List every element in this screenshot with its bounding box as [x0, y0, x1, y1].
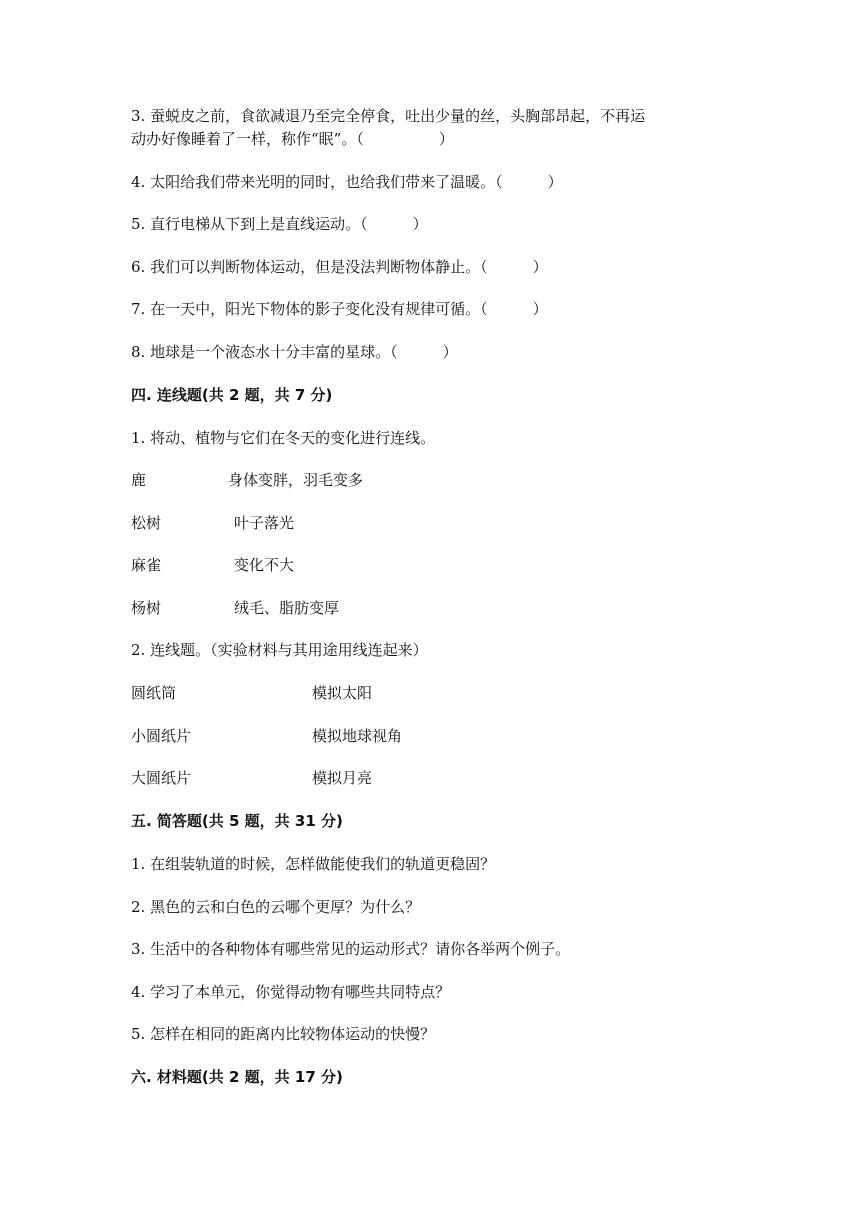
match-right-earth-view: 模拟地球视角	[312, 727, 403, 745]
match-left-paper-tube: 圆纸筒	[131, 684, 177, 702]
match-right-sun: 模拟太阳	[312, 684, 373, 702]
section-6-heading: 六. 材料题(共 2 题，共 17 分)	[131, 1068, 343, 1086]
match-left-deer: 鹿	[131, 471, 147, 489]
match-left-small-disc: 小圆纸片	[131, 727, 192, 745]
match-right-body-fatter: 身体变胖，羽毛变多	[228, 471, 364, 489]
match-left-poplar: 杨树	[131, 599, 162, 617]
question-7: 7. 在一天中，阳光下物体的影子变化没有规律可循。（ ）	[131, 300, 548, 318]
short-answer-3: 3. 生活中的各种物体有哪些常见的运动形式？请你各举两个例子。	[131, 940, 571, 958]
question-5: 5. 直行电梯从下到上是直线运动。（ ）	[131, 215, 428, 233]
match-right-little-change: 变化不大	[234, 556, 295, 574]
short-answer-5: 5. 怎样在相同的距离内比较物体运动的快慢？	[131, 1025, 436, 1043]
match-left-pine: 松树	[131, 514, 162, 532]
matching-question-1: 1. 将动、植物与它们在冬天的变化进行连线。	[131, 429, 436, 447]
short-answer-4: 4. 学习了本单元，你觉得动物有哪些共同特点？	[131, 983, 451, 1001]
match-left-large-disc: 大圆纸片	[131, 769, 192, 787]
match-right-moon: 模拟月亮	[312, 769, 373, 787]
question-4: 4. 太阳给我们带来光明的同时，也给我们带来了温暖。（ ）	[131, 173, 563, 191]
matching-question-2: 2. 连线题。（实验材料与其用途用线连起来）	[131, 641, 428, 659]
question-3-line-2: 动办好像睡着了一样，称作“眠”。（ ）	[131, 130, 454, 148]
match-left-sparrow: 麻雀	[131, 556, 162, 574]
section-4-heading: 四. 连线题(共 2 题，共 7 分)	[131, 386, 333, 404]
question-8: 8. 地球是一个液态水十分丰富的星球。（ ）	[131, 343, 458, 361]
match-right-leaves-fall: 叶子落光	[234, 514, 295, 532]
short-answer-2: 2. 黑色的云和白色的云哪个更厚？为什么？	[131, 898, 421, 916]
match-right-fur-thicker: 绒毛、脂肪变厚	[234, 599, 340, 617]
question-3-line-1: 3. 蚕蜕皮之前，食欲减退乃至完全停食，吐出少量的丝，头胸部昂起，不再运	[131, 107, 646, 125]
short-answer-1: 1. 在组装轨道的时候，怎样做能使我们的轨道更稳固？	[131, 855, 496, 873]
question-6: 6. 我们可以判断物体运动，但是没法判断物体静止。（ ）	[131, 258, 548, 276]
section-5-heading: 五. 简答题(共 5 题，共 31 分)	[131, 812, 343, 830]
